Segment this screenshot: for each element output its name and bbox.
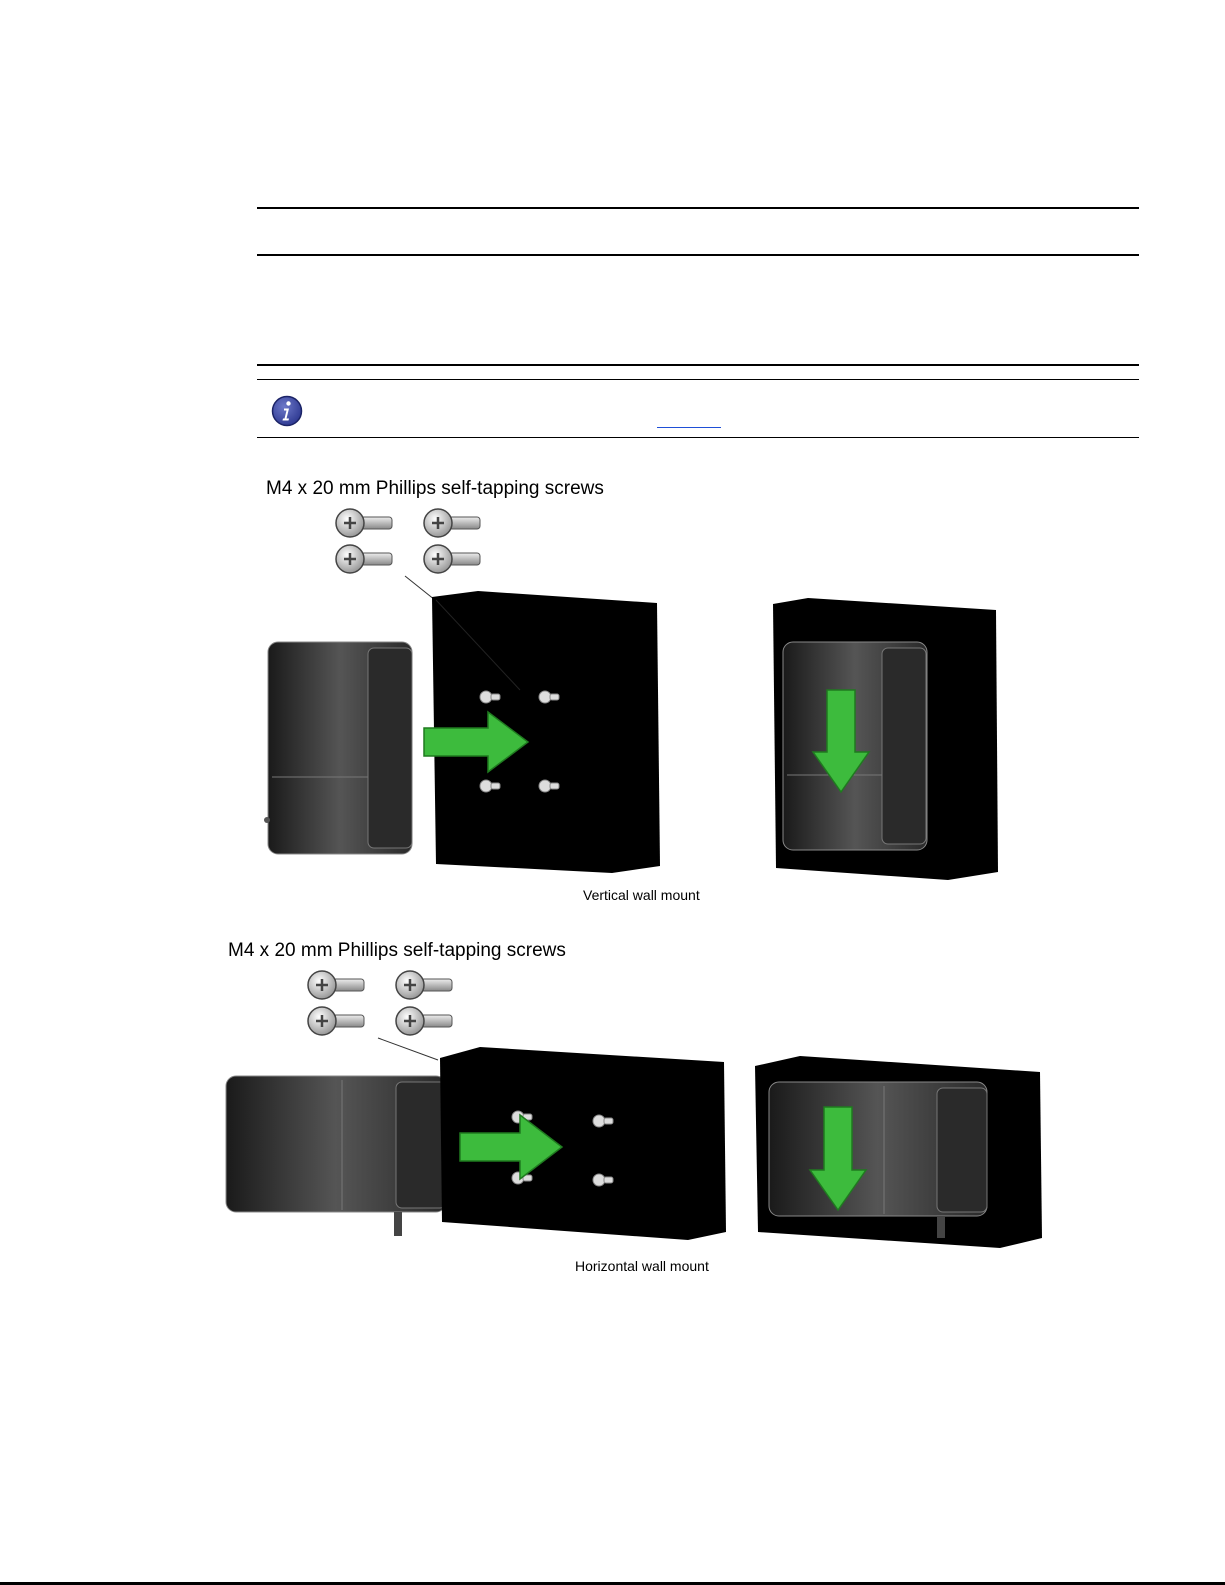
vertical-mount-caption: Vertical wall mount bbox=[583, 887, 700, 903]
device-horizontal-mounted bbox=[769, 1082, 987, 1238]
header-rule-bottom bbox=[257, 254, 1139, 256]
horizontal-screw-label: M4 x 20 mm Phillips self-tapping screws bbox=[228, 940, 566, 961]
screw-set-icon bbox=[308, 971, 452, 1035]
info-icon bbox=[271, 395, 303, 427]
device-horizontal-before bbox=[226, 1076, 446, 1236]
note-rule-bottom bbox=[257, 437, 1139, 438]
header-rule-top bbox=[257, 207, 1139, 209]
horizontal-mount-caption: Horizontal wall mount bbox=[575, 1258, 709, 1274]
device-vertical-before bbox=[264, 642, 412, 854]
note-rule-top-thick bbox=[257, 364, 1139, 366]
horizontal-mount-illustration bbox=[0, 962, 1225, 1252]
vertical-screw-label: M4 x 20 mm Phillips self-tapping screws bbox=[266, 478, 604, 499]
screw-set-icon bbox=[336, 509, 480, 573]
note-link-underline[interactable] bbox=[657, 427, 721, 428]
vertical-mount-illustration bbox=[0, 500, 1225, 900]
note-rule-top-thin bbox=[257, 379, 1139, 380]
